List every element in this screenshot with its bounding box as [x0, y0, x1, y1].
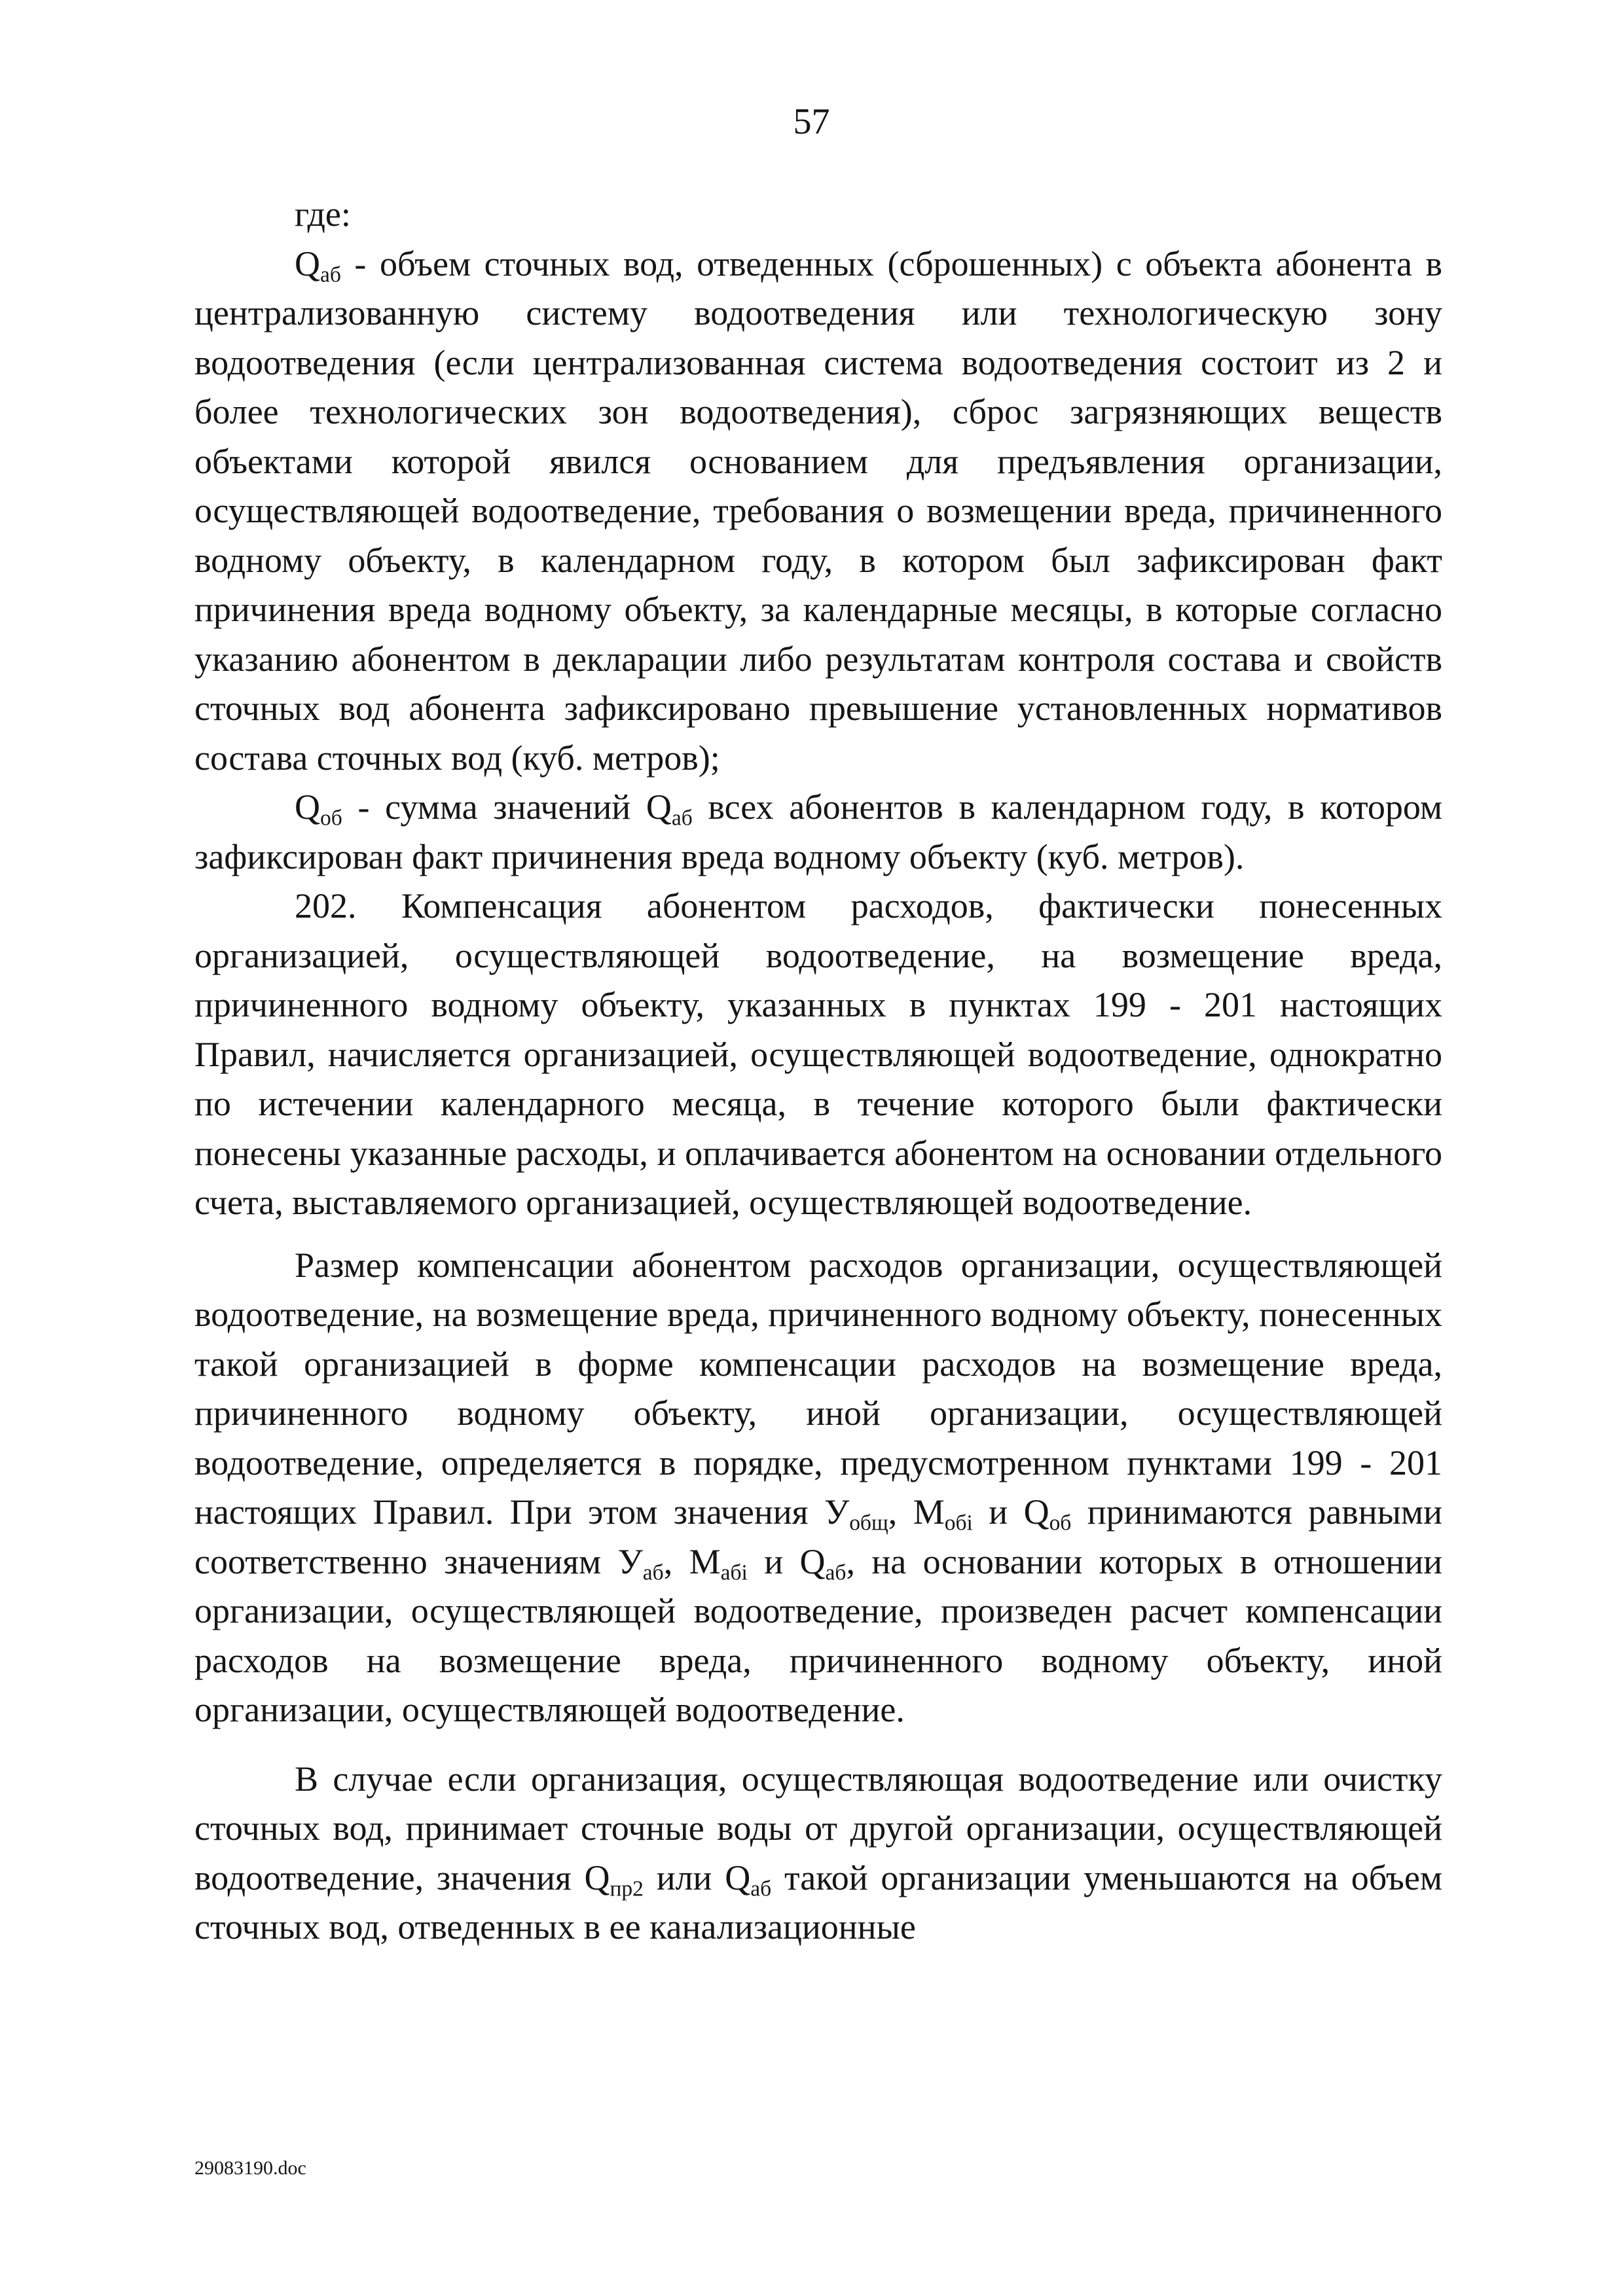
subscript-pr2: пр2 — [610, 1876, 644, 1901]
paragraph-q-ob-definition — [194, 783, 1442, 882]
separator: , — [888, 1492, 913, 1532]
symbol-m: М — [913, 1492, 945, 1532]
definition-text: - объем сточных вод, отведенных (сброшенных) с объекта абонента в централизованную систему водоотведения или технологическую зону водоотведения (если централизованная система водоотведения состоит из 2 и более технологических зон водоотведения), сброс загрязняющих веществ объектами которой явился основанием для предъявления организации, осуществляющей водоотведение, требования о возмещении вреда, причиненного водному объекту, в календарном году, в котором был зафиксирован факт причинения вреда водному объекту, за календарные месяцы, в которые согласно указанию абонентом в декларации либо результатам контроля состава и свойств сточных вод абонента зафиксировано превышение установленных нормативов состава сточных вод (куб. метров); — [194, 243, 1442, 778]
symbol-m: М — [689, 1541, 721, 1581]
subscript-abi: абi — [720, 1560, 748, 1585]
text-segment: В случае если организация, осуществляющая водоотведение или очистку сточных вод, принимает сточные воды от другой организации, осуществляющей водоотведение, значения — [194, 1759, 1442, 1897]
subscript-ab: аб — [750, 1876, 772, 1901]
subscript-obi: обi — [944, 1511, 973, 1535]
separator: и — [747, 1541, 800, 1581]
text-segment: Размер компенсации абонентом расходов организации, осуществляющей водоотведение, на возмещение вреда, причиненного водному объекту, понесенных такой организацией в форме компенсации расходов на возмещение вреда, причиненного водному объекту, иной организации, осуществляющей водоотведение, определяется в порядке, предусмотренном пунктами 199 - 201 настоящих Правил. При этом значения — [194, 1245, 1442, 1532]
text-segment: принимаются равными соответственно значениям — [194, 1492, 1442, 1581]
symbol-y: У — [824, 1492, 850, 1532]
separator: , — [663, 1541, 689, 1581]
text-segment: , на основании которых в отношении организации, осуществляющей водоотведение, произведен расчет компенсации расходов на возмещение вреда, причиненного водному объекту, иной организации, осуществляющей водоотведение. — [194, 1541, 1442, 1729]
paragraph-q-ab-definition — [194, 240, 1442, 783]
subscript-ab: аб — [825, 1560, 847, 1585]
symbol-q: Q — [646, 787, 672, 827]
paragraph-compensation-size — [194, 1241, 1442, 1735]
text-segment: такой организации уменьшаются на объем сточных вод, отведенных в ее канализационные — [194, 1857, 1442, 1946]
subscript-ab: аб — [320, 262, 341, 287]
page-number: 57 — [793, 101, 830, 142]
symbol-q: Q — [295, 787, 320, 827]
paragraph-other-organization — [194, 1755, 1442, 1952]
symbol-q: Q — [1023, 1492, 1049, 1532]
subscript-ob: об — [320, 806, 342, 831]
symbol-q: Q — [584, 1857, 610, 1897]
paragraph-202: 202. Компенсация абонентом расходов, фактически понесенных организацией, осуществляющей водоотведение, на возмещение вреда, причиненного водному объекту, указанных в пунктах 199 - 201 настоящих Правил, начисляется организацией, осуществляющей водоотведение, однократно по истечении календарного месяца, в течение которого были фактически понесены указанные расходы, и оплачивается абонентом на основании отдельного счета, выставляемого организацией, осуществляющей водоотведение. — [194, 886, 1442, 1222]
paragraph-intro: где: — [295, 194, 351, 234]
subscript-obsh: общ — [849, 1511, 888, 1535]
subscript-ab: аб — [671, 806, 693, 831]
symbol-y: У — [617, 1541, 643, 1581]
symbol-q: Q — [799, 1541, 826, 1581]
subscript-ab: аб — [642, 1560, 664, 1585]
footer-document-name: 29083190.doc — [194, 2157, 306, 2179]
symbol-q: Q — [725, 1857, 751, 1897]
definition-text-after: всех абонентов в календарном году, в котором зафиксирован факт причинения вреда водному объекту (куб. метров). — [194, 787, 1443, 876]
separator: или — [643, 1857, 725, 1897]
definition-text-before: - сумма значений — [342, 787, 646, 827]
document-body — [194, 190, 1442, 1952]
separator: и — [972, 1492, 1024, 1532]
symbol-q: Q — [295, 243, 320, 283]
subscript-ob: об — [1049, 1511, 1072, 1535]
